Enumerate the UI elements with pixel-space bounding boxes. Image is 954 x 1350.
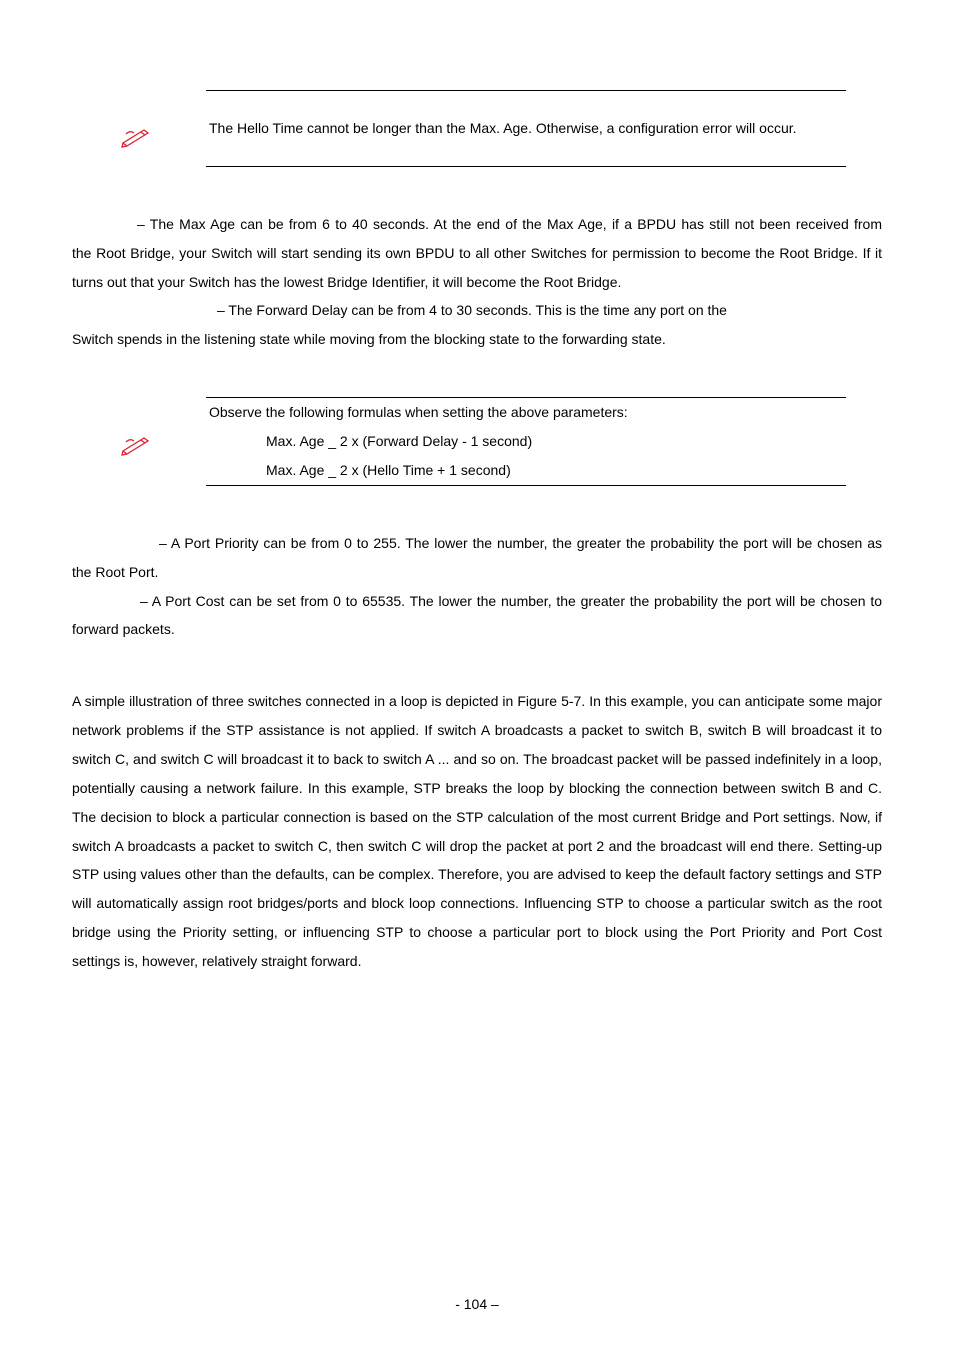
- note2-bottom-rule: [206, 485, 846, 486]
- port-cost-line2: forward packets.: [72, 621, 175, 637]
- page-number: - 104 –: [455, 1296, 499, 1312]
- note2-formula2: Max. Age _ 2 x (Hello Time + 1 second): [266, 462, 511, 478]
- pencil-note-icon: [120, 124, 152, 148]
- note2-top-rule: [206, 397, 846, 398]
- pencil-note-icon: [120, 432, 152, 456]
- note2-formula1: Max. Age _ 2 x (Forward Delay - 1 second): [266, 433, 533, 449]
- max-age-line3: turns out that your Switch has the lowest Bridge Identifier, it will become the Root Bridge.: [72, 274, 622, 290]
- max-age-line2: the Root Bridge, your Switch will start sending its own BPDU to all other Switches for permission to become the Root Bridge. If it: [72, 245, 882, 261]
- note1-top-rule: [206, 90, 846, 91]
- illustration-paragraph: A simple illustration of three switches connected in a loop is depicted in Figure 5-7. In this example, you can anticipate some major network problems if the STP assistance is not applied. If switch A broadcasts a packet to switch B, switch B will broadcast it to switch C, and switch C will broadcast it to back to switch A ... and so on. The broadcast packet will be passed indefinitely in a loop, potentially causing a network failure. In this example, STP breaks the loop by blocking the connection between switch B and C. The decision to block a particular connection is based on the STP calculation of the most current Bridge and Port settings. Now, if switch A broadcasts a packet to switch C, then switch C will drop the packet at port 2 and the broadcast will end there. Setting-up STP using values other than the defaults, can be complex. Therefore, you are advised to keep the default factory settings and STP will automatically assign root bridges/ports and block loop connections. Influencing STP to choose a particular switch as the root bridge using the Priority setting, or influencing STP to choose a particular port to block using the Port Priority and Port Cost settings is, however, relatively straight forward.: [72, 693, 882, 970]
- max-age-line1: – The Max Age can be from 6 to 40 seconds. At the end of the Max Age, if a BPDU has still not been received from: [137, 216, 882, 232]
- forward-delay-line2: Switch spends in the listening state while moving from the blocking state to the forwarding state.: [72, 331, 666, 347]
- note2-intro: Observe the following formulas when setting the above parameters:: [209, 404, 628, 420]
- port-priority-line2: the Root Port.: [72, 564, 159, 580]
- forward-delay-line1: – The Forward Delay can be from 4 to 30 seconds. This is the time any port on the: [217, 302, 727, 318]
- note1-bottom-rule: [206, 166, 846, 167]
- port-cost-line1: – A Port Cost can be set from 0 to 65535. The lower the number, the greater the probability the port will be chosen to: [140, 593, 882, 609]
- port-priority-line1: – A Port Priority can be from 0 to 255. The lower the number, the greater the probability the port will be chosen as: [159, 535, 882, 551]
- note1-text: The Hello Time cannot be longer than the Max. Age. Otherwise, a configuration error will occur.: [209, 120, 797, 136]
